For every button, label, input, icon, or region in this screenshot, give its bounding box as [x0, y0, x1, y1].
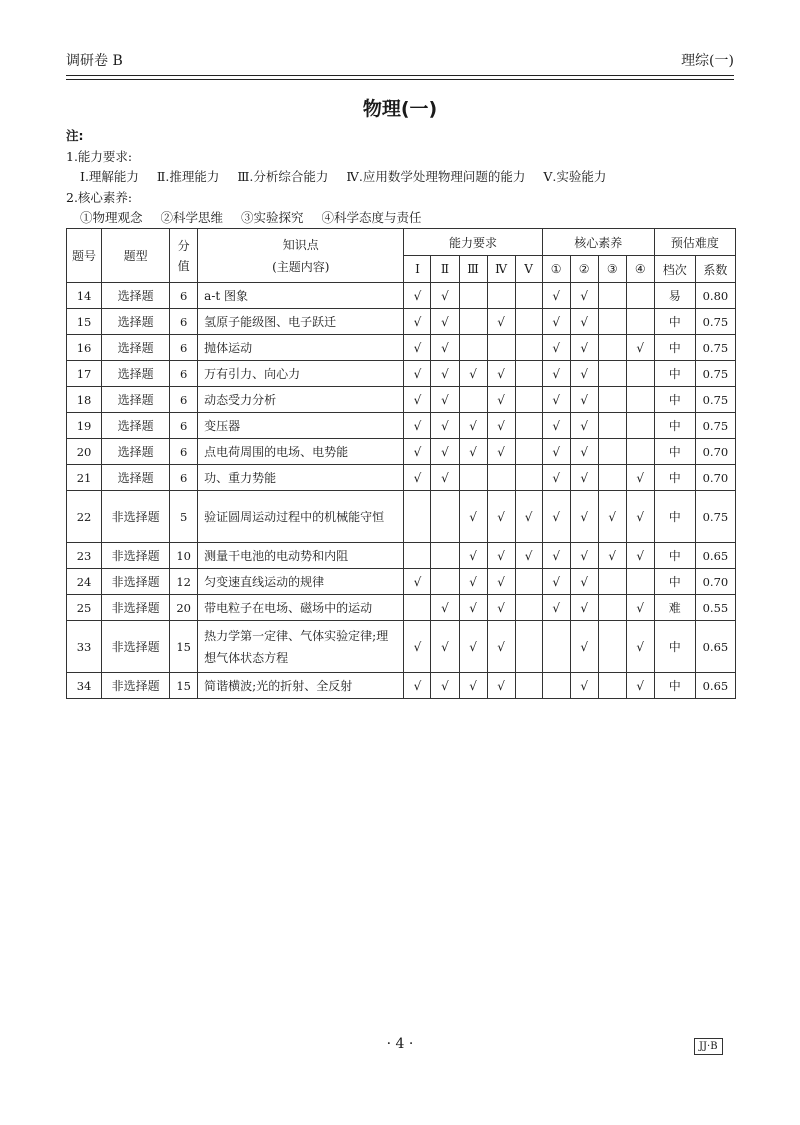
notes-ability-heading: 1.能力要求:	[66, 148, 133, 164]
cell-topic: 点电荷周围的电场、电势能	[198, 439, 404, 465]
cell-ability-check: √	[404, 361, 431, 387]
cell-num: 15	[67, 309, 102, 335]
header-score	[170, 229, 198, 283]
cell-literacy-check: √	[542, 569, 570, 595]
cell-coef: 0.65	[695, 621, 735, 673]
cell-topic: 带电粒子在电场、磁场中的运动	[198, 595, 404, 621]
cell-literacy-check: √	[542, 387, 570, 413]
page-header	[66, 48, 734, 72]
cell-ability-check: √	[431, 361, 459, 387]
header-rule-thin	[66, 79, 734, 80]
cell-coef: 0.75	[695, 335, 735, 361]
cell-coef: 0.75	[695, 387, 735, 413]
cell-literacy-check	[626, 413, 654, 439]
cell-literacy-check	[626, 283, 654, 309]
cell-score: 6	[170, 309, 198, 335]
header-literacy: 核心素养	[542, 229, 654, 256]
cell-literacy-check	[598, 361, 626, 387]
cell-literacy-check	[542, 621, 570, 673]
cell-literacy-check: √	[626, 673, 654, 699]
cell-ability-check: √	[459, 439, 487, 465]
header-literacy-col: ④	[626, 256, 654, 283]
header-ability-col: Ⅲ	[459, 256, 487, 283]
header-literacy-col: ③	[598, 256, 626, 283]
cell-num: 21	[67, 465, 102, 491]
cell-topic: 测量干电池的电动势和内阻	[198, 543, 404, 569]
ability-list	[66, 167, 620, 188]
table-row	[67, 439, 736, 465]
cell-coef: 0.70	[695, 569, 735, 595]
header-topic	[198, 229, 404, 283]
cell-literacy-check	[598, 621, 626, 673]
cell-ability-check	[459, 387, 487, 413]
literacy-item: ②科学思维	[160, 210, 224, 225]
cell-literacy-check	[598, 309, 626, 335]
cell-type: 选择题	[102, 309, 170, 335]
cell-type: 选择题	[102, 439, 170, 465]
cell-literacy-check	[598, 569, 626, 595]
cell-ability-check: √	[459, 621, 487, 673]
cell-topic: 匀变速直线运动的规律	[198, 569, 404, 595]
cell-score: 6	[170, 387, 198, 413]
cell-ability-check	[515, 439, 542, 465]
cell-ability-check: √	[487, 309, 515, 335]
cell-coef: 0.75	[695, 309, 735, 335]
page-number: · 4 ·	[386, 1036, 414, 1052]
cell-literacy-check	[542, 673, 570, 699]
cell-literacy-check: √	[570, 283, 598, 309]
cell-type: 非选择题	[102, 621, 170, 673]
cell-score: 6	[170, 361, 198, 387]
cell-ability-check: √	[487, 673, 515, 699]
cell-coef: 0.55	[695, 595, 735, 621]
cell-ability-check: √	[431, 387, 459, 413]
cell-ability-check: √	[404, 621, 431, 673]
ability-item: Ⅰ.理解能力	[80, 169, 139, 184]
cell-ability-check: √	[487, 621, 515, 673]
notes-section	[66, 126, 620, 229]
header-level: 档次	[654, 256, 695, 283]
cell-ability-check	[515, 309, 542, 335]
table-row	[67, 361, 736, 387]
header-ability-col: Ⅴ	[515, 256, 542, 283]
cell-level: 中	[654, 673, 695, 699]
page-title: 物理(一)	[362, 98, 438, 120]
cell-ability-check: √	[404, 569, 431, 595]
cell-ability-check	[404, 491, 431, 543]
notes-label: 注:	[66, 128, 84, 143]
cell-num: 16	[67, 335, 102, 361]
cell-ability-check: √	[459, 569, 487, 595]
cell-literacy-check: √	[570, 673, 598, 699]
header-score-1: 分	[177, 238, 190, 253]
cell-topic: 热力学第一定律、气体实验定律;理想气体状态方程	[198, 621, 404, 673]
cell-topic: 抛体运动	[198, 335, 404, 361]
cell-score: 5	[170, 491, 198, 543]
table-row	[67, 673, 736, 699]
table-row	[67, 413, 736, 439]
cell-literacy-check: √	[542, 465, 570, 491]
cell-num: 33	[67, 621, 102, 673]
footer-tag: JJ·B	[694, 1038, 723, 1055]
ability-item: Ⅲ.分析综合能力	[237, 169, 329, 184]
header-type: 题型	[102, 229, 170, 283]
cell-literacy-check: √	[542, 361, 570, 387]
cell-literacy-check: √	[542, 439, 570, 465]
cell-ability-check: √	[404, 387, 431, 413]
cell-ability-check: √	[487, 361, 515, 387]
cell-type: 非选择题	[102, 595, 170, 621]
cell-level: 中	[654, 543, 695, 569]
cell-ability-check: √	[431, 283, 459, 309]
cell-num: 14	[67, 283, 102, 309]
cell-ability-check	[487, 335, 515, 361]
cell-literacy-check: √	[570, 465, 598, 491]
cell-coef: 0.75	[695, 491, 735, 543]
cell-literacy-check: √	[598, 491, 626, 543]
header-right: 理综(一)	[681, 53, 734, 69]
cell-ability-check	[404, 595, 431, 621]
cell-literacy-check: √	[626, 595, 654, 621]
cell-ability-check: √	[487, 387, 515, 413]
cell-num: 17	[67, 361, 102, 387]
cell-literacy-check	[598, 413, 626, 439]
cell-topic: 动态受力分析	[198, 387, 404, 413]
cell-type: 选择题	[102, 387, 170, 413]
cell-ability-check	[459, 335, 487, 361]
cell-ability-check	[515, 595, 542, 621]
cell-topic: 简谐横波;光的折射、全反射	[198, 673, 404, 699]
cell-ability-check: √	[459, 595, 487, 621]
cell-score: 15	[170, 673, 198, 699]
cell-literacy-check: √	[542, 595, 570, 621]
cell-ability-check: √	[487, 413, 515, 439]
table-row	[67, 309, 736, 335]
cell-topic: 变压器	[198, 413, 404, 439]
header-coef: 系数	[695, 256, 735, 283]
cell-topic: 功、重力势能	[198, 465, 404, 491]
cell-num: 24	[67, 569, 102, 595]
cell-type: 非选择题	[102, 569, 170, 595]
cell-ability-check: √	[404, 673, 431, 699]
cell-ability-check: √	[487, 595, 515, 621]
cell-ability-check: √	[431, 621, 459, 673]
cell-ability-check: √	[404, 465, 431, 491]
cell-ability-check	[487, 283, 515, 309]
cell-type: 非选择题	[102, 673, 170, 699]
cell-literacy-check: √	[570, 335, 598, 361]
cell-literacy-check	[626, 439, 654, 465]
cell-literacy-check: √	[570, 543, 598, 569]
header-score-2: 值	[177, 258, 190, 273]
cell-ability-check: √	[487, 569, 515, 595]
cell-ability-check: √	[431, 673, 459, 699]
cell-type: 选择题	[102, 283, 170, 309]
cell-ability-check: √	[431, 439, 459, 465]
table-row	[67, 283, 736, 309]
cell-score: 6	[170, 465, 198, 491]
cell-ability-check	[459, 309, 487, 335]
ability-item: Ⅳ.应用数学处理物理问题的能力	[346, 169, 526, 184]
header-rule	[66, 75, 734, 76]
cell-ability-check: √	[459, 361, 487, 387]
cell-literacy-check: √	[542, 335, 570, 361]
cell-ability-check: √	[459, 673, 487, 699]
literacy-item: ③实验探究	[241, 210, 304, 225]
cell-literacy-check: √	[570, 595, 598, 621]
cell-topic: 验证圆周运动过程中的机械能守恒	[198, 491, 404, 543]
literacy-list	[66, 208, 620, 229]
cell-literacy-check	[626, 309, 654, 335]
cell-literacy-check: √	[570, 621, 598, 673]
cell-type: 选择题	[102, 361, 170, 387]
cell-ability-check	[515, 361, 542, 387]
cell-literacy-check	[626, 569, 654, 595]
cell-literacy-check: √	[626, 465, 654, 491]
cell-score: 20	[170, 595, 198, 621]
cell-ability-check: √	[404, 335, 431, 361]
cell-literacy-check	[598, 595, 626, 621]
cell-literacy-check: √	[542, 543, 570, 569]
cell-literacy-check: √	[598, 543, 626, 569]
cell-level: 易	[654, 283, 695, 309]
cell-literacy-check	[598, 673, 626, 699]
cell-literacy-check: √	[542, 309, 570, 335]
table-row	[67, 621, 736, 673]
cell-topic: 万有引力、向心力	[198, 361, 404, 387]
header-topic-2: (主题内容)	[272, 259, 330, 274]
cell-type: 选择题	[102, 465, 170, 491]
header-literacy-col: ②	[570, 256, 598, 283]
cell-literacy-check	[598, 283, 626, 309]
cell-level: 中	[654, 335, 695, 361]
cell-score: 6	[170, 439, 198, 465]
cell-ability-check: √	[404, 283, 431, 309]
cell-ability-check: √	[431, 335, 459, 361]
cell-num: 19	[67, 413, 102, 439]
cell-ability-check	[515, 673, 542, 699]
header-ability-col: Ⅱ	[431, 256, 459, 283]
cell-ability-check: √	[431, 413, 459, 439]
cell-ability-check	[459, 465, 487, 491]
cell-literacy-check	[598, 439, 626, 465]
cell-score: 6	[170, 413, 198, 439]
cell-ability-check: √	[431, 309, 459, 335]
cell-ability-check	[459, 283, 487, 309]
cell-ability-check: √	[459, 491, 487, 543]
cell-literacy-check: √	[542, 491, 570, 543]
cell-level: 中	[654, 361, 695, 387]
cell-literacy-check: √	[626, 543, 654, 569]
cell-level: 中	[654, 387, 695, 413]
header-left: 调研卷 B	[66, 53, 123, 69]
cell-ability-check: √	[487, 491, 515, 543]
cell-level: 中	[654, 309, 695, 335]
cell-level: 中	[654, 621, 695, 673]
cell-ability-check	[404, 543, 431, 569]
cell-literacy-check: √	[570, 491, 598, 543]
cell-literacy-check	[598, 465, 626, 491]
cell-ability-check	[515, 621, 542, 673]
notes-literacy-heading: 2.核心素养:	[66, 189, 133, 205]
cell-ability-check	[487, 465, 515, 491]
cell-ability-check: √	[404, 413, 431, 439]
cell-num: 20	[67, 439, 102, 465]
cell-level: 难	[654, 595, 695, 621]
cell-literacy-check: √	[626, 491, 654, 543]
literacy-item: ④科学态度与责任	[321, 210, 422, 225]
cell-coef: 0.65	[695, 543, 735, 569]
cell-ability-check: √	[515, 491, 542, 543]
header-ability: 能力要求	[404, 229, 542, 256]
cell-ability-check: √	[487, 543, 515, 569]
cell-ability-check: √	[431, 595, 459, 621]
cell-ability-check	[515, 387, 542, 413]
cell-literacy-check	[598, 387, 626, 413]
cell-literacy-check: √	[570, 439, 598, 465]
header-num: 题号	[67, 229, 102, 283]
cell-literacy-check: √	[570, 413, 598, 439]
cell-ability-check	[515, 335, 542, 361]
table-row	[67, 335, 736, 361]
cell-level: 中	[654, 413, 695, 439]
cell-topic: 氢原子能级图、电子跃迁	[198, 309, 404, 335]
table-row	[67, 569, 736, 595]
table-row	[67, 465, 736, 491]
literacy-item: ①物理观念	[80, 210, 143, 225]
table-row	[67, 491, 736, 543]
cell-score: 10	[170, 543, 198, 569]
cell-literacy-check: √	[570, 387, 598, 413]
cell-topic: a-t 图象	[198, 283, 404, 309]
cell-ability-check	[515, 465, 542, 491]
cell-coef: 0.70	[695, 439, 735, 465]
cell-type: 非选择题	[102, 543, 170, 569]
cell-coef: 0.80	[695, 283, 735, 309]
cell-ability-check: √	[459, 543, 487, 569]
cell-coef: 0.70	[695, 465, 735, 491]
cell-literacy-check: √	[542, 283, 570, 309]
cell-score: 6	[170, 283, 198, 309]
cell-type: 非选择题	[102, 491, 170, 543]
cell-coef: 0.65	[695, 673, 735, 699]
cell-literacy-check	[598, 335, 626, 361]
cell-score: 15	[170, 621, 198, 673]
cell-ability-check: √	[404, 309, 431, 335]
header-topic-1: 知识点	[282, 237, 319, 252]
cell-coef: 0.75	[695, 361, 735, 387]
cell-level: 中	[654, 439, 695, 465]
header-difficulty: 预估难度	[654, 229, 735, 256]
cell-literacy-check	[626, 387, 654, 413]
header-literacy-col: ①	[542, 256, 570, 283]
cell-num: 25	[67, 595, 102, 621]
cell-ability-check: √	[404, 439, 431, 465]
ability-item: Ⅱ.推理能力	[156, 169, 220, 184]
cell-num: 18	[67, 387, 102, 413]
table-row	[67, 543, 736, 569]
cell-literacy-check: √	[626, 335, 654, 361]
header-ability-col: Ⅰ	[404, 256, 431, 283]
question-analysis-table	[66, 228, 736, 699]
cell-ability-check	[431, 543, 459, 569]
cell-coef: 0.75	[695, 413, 735, 439]
header-ability-col: Ⅳ	[487, 256, 515, 283]
table-row	[67, 595, 736, 621]
cell-ability-check	[431, 491, 459, 543]
cell-ability-check: √	[487, 439, 515, 465]
cell-literacy-check: √	[570, 309, 598, 335]
cell-literacy-check	[626, 361, 654, 387]
cell-literacy-check: √	[626, 621, 654, 673]
cell-literacy-check: √	[542, 413, 570, 439]
cell-type: 选择题	[102, 335, 170, 361]
ability-item: Ⅴ.实验能力	[543, 169, 607, 184]
cell-ability-check	[515, 569, 542, 595]
cell-level: 中	[654, 491, 695, 543]
cell-ability-check: √	[431, 465, 459, 491]
cell-literacy-check: √	[570, 569, 598, 595]
cell-num: 23	[67, 543, 102, 569]
cell-num: 22	[67, 491, 102, 543]
cell-ability-check: √	[459, 413, 487, 439]
cell-level: 中	[654, 569, 695, 595]
cell-literacy-check: √	[570, 361, 598, 387]
cell-type: 选择题	[102, 413, 170, 439]
cell-level: 中	[654, 465, 695, 491]
cell-ability-check	[515, 283, 542, 309]
cell-score: 12	[170, 569, 198, 595]
table-row	[67, 387, 736, 413]
cell-num: 34	[67, 673, 102, 699]
cell-score: 6	[170, 335, 198, 361]
cell-ability-check	[515, 413, 542, 439]
cell-ability-check	[431, 569, 459, 595]
cell-ability-check: √	[515, 543, 542, 569]
